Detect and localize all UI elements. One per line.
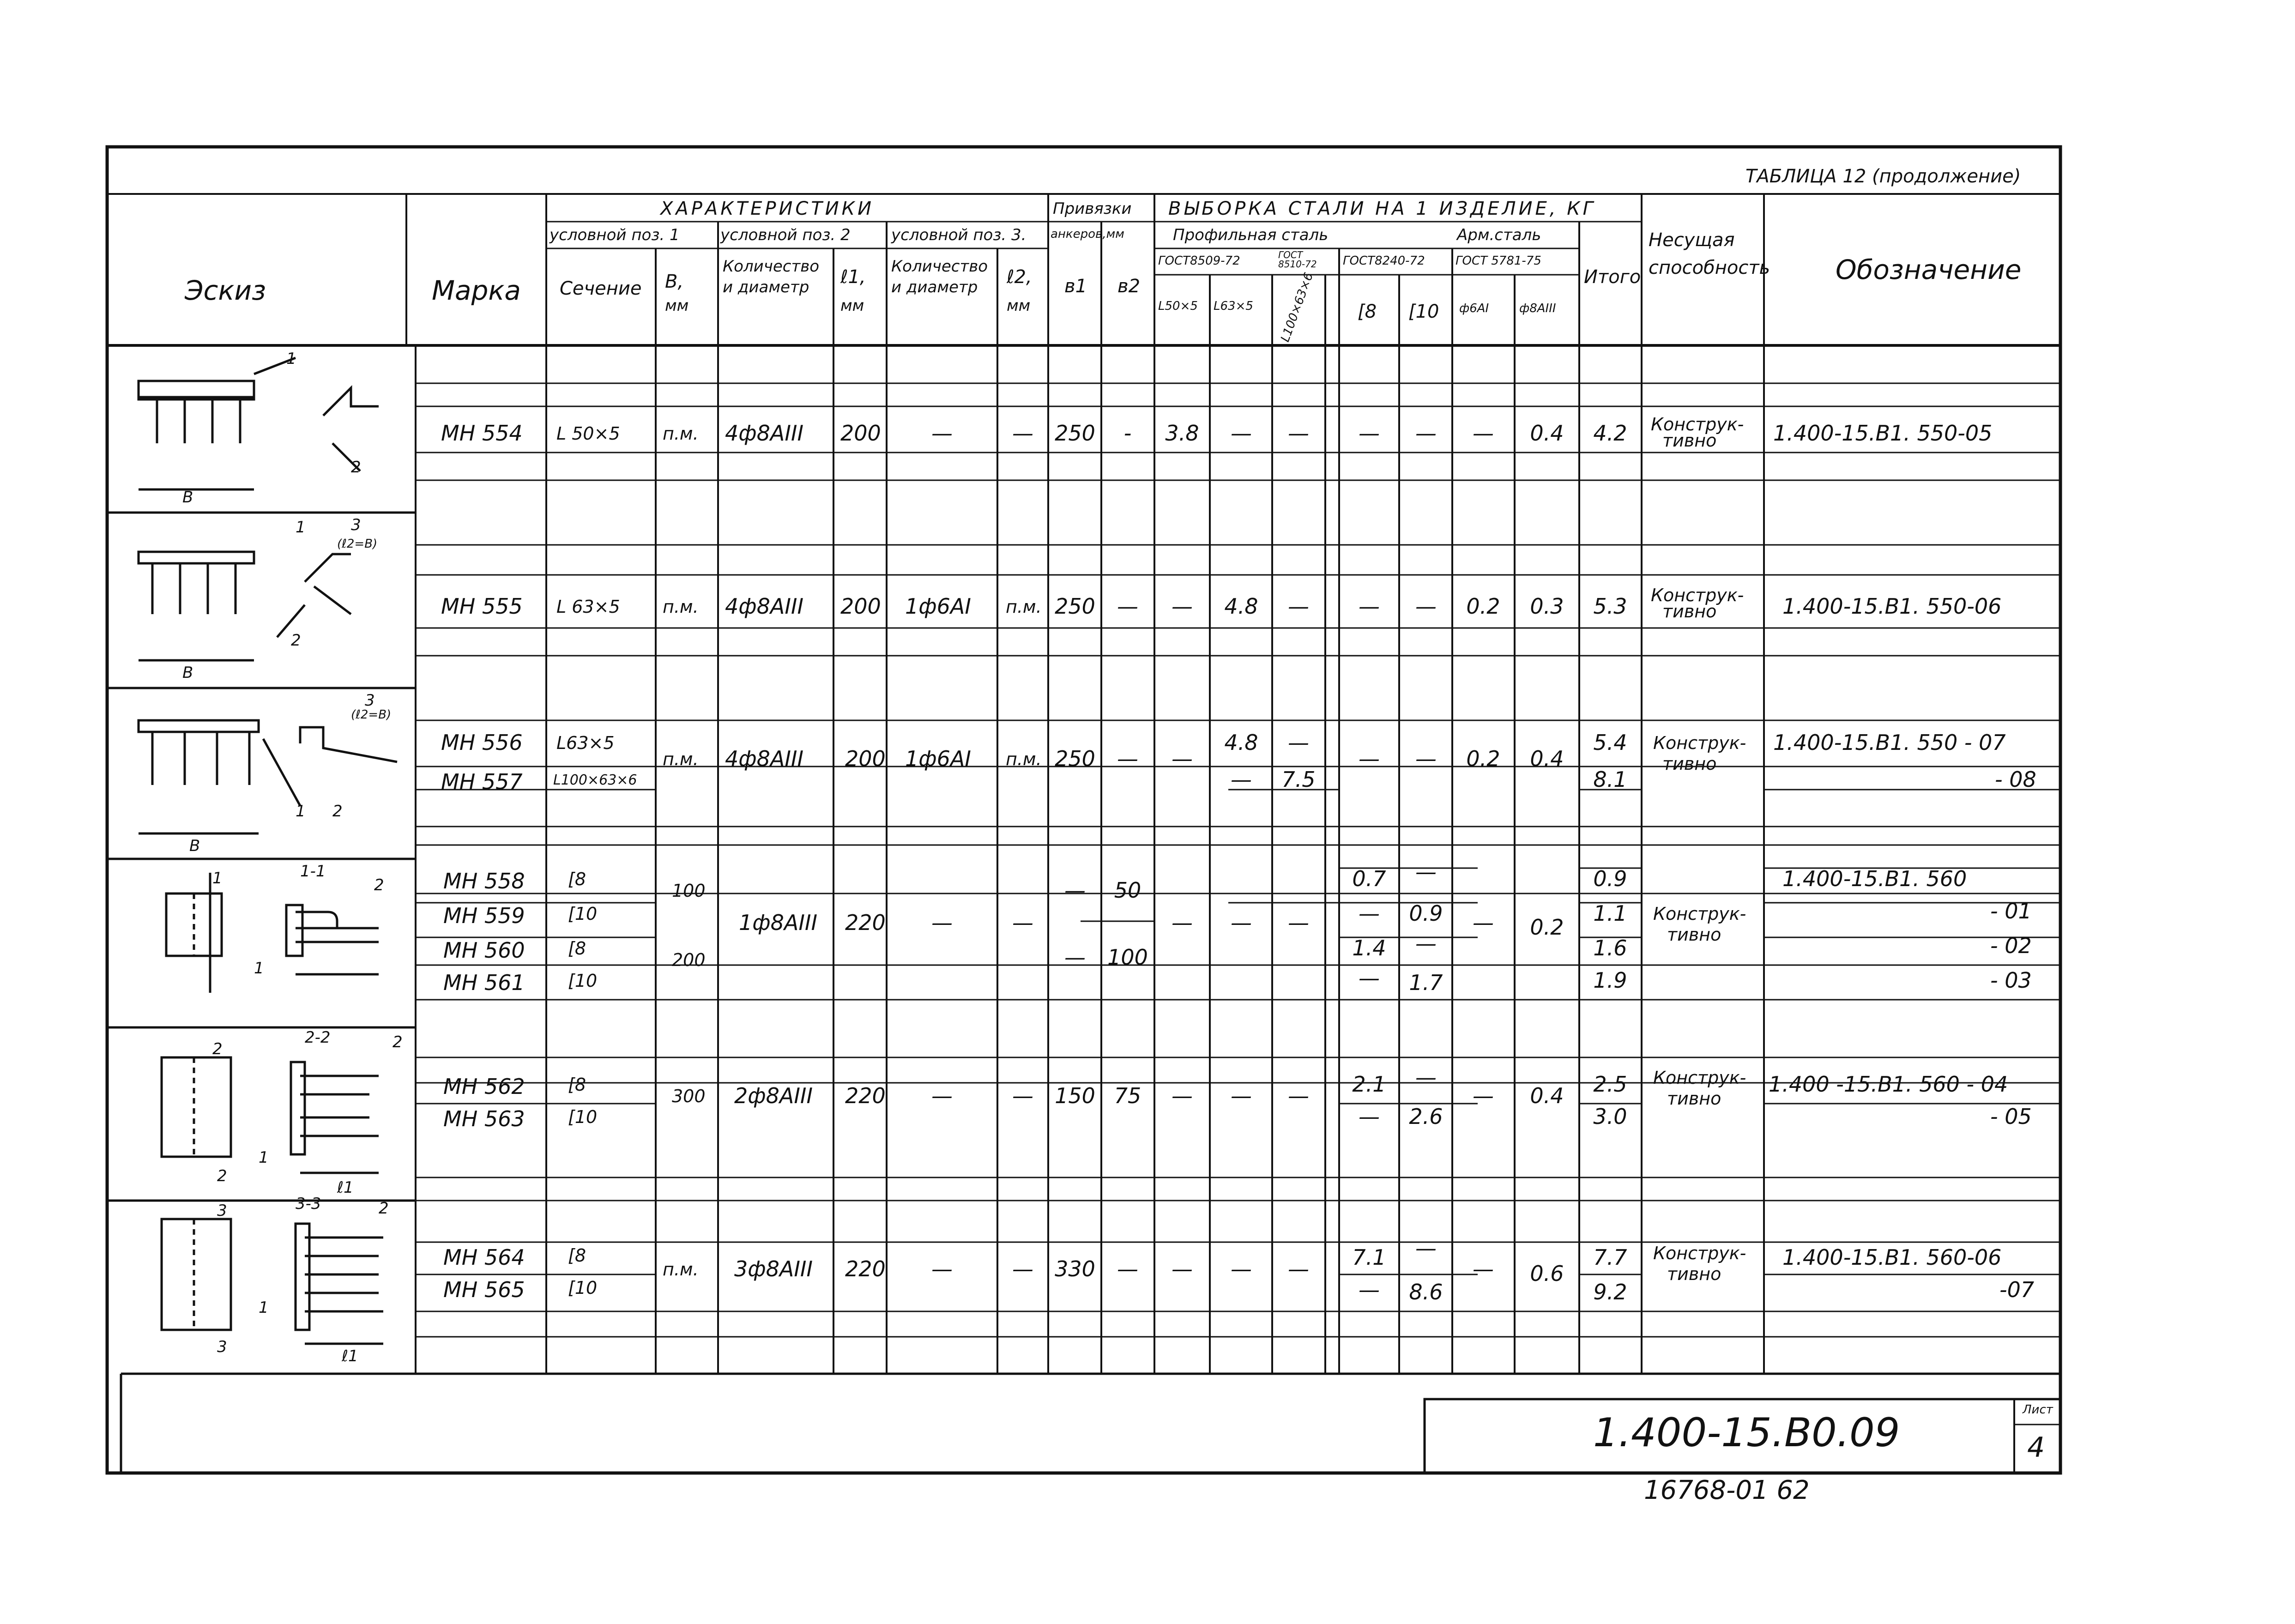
- cell-L50: —: [1172, 1083, 1193, 1108]
- cell-total: 7.7: [1593, 1245, 1627, 1270]
- cell-mark: МН 556: [441, 730, 523, 755]
- cell-b2: -: [1123, 421, 1132, 446]
- cell-b1: 150: [1055, 1083, 1095, 1108]
- table-title: ТАБЛИЦА 12 (продолжение): [1745, 166, 2021, 187]
- sketch-label: 1: [296, 802, 306, 821]
- cell-designation: -07: [1999, 1277, 2035, 1302]
- cell-capacity1: Конструк-: [1653, 904, 1746, 924]
- cell-capacity2: тивно: [1662, 430, 1717, 451]
- cell-L63: —: [1231, 910, 1252, 935]
- cell-total: 2.5: [1593, 1072, 1627, 1097]
- header-b-unit: мм: [665, 296, 689, 315]
- cell-l2: —: [1012, 910, 1033, 935]
- cell-l2: п.м.: [1006, 749, 1042, 769]
- cell-c8: 1.4: [1352, 936, 1386, 960]
- footer-note: 16768-01 62: [1644, 1475, 1810, 1505]
- cell-L63: 4.8: [1224, 730, 1258, 755]
- cell-capacity2: тивно: [1662, 754, 1717, 774]
- cell-section: [8: [568, 938, 586, 959]
- cell-l1: 220: [845, 1256, 886, 1281]
- cell-l2: —: [1012, 1256, 1033, 1281]
- cell-l1: 200: [840, 421, 881, 446]
- cell-l2: —: [1012, 421, 1033, 446]
- header-c8: [8: [1358, 301, 1377, 322]
- header-f8AIII: ф8АIII: [1519, 302, 1556, 315]
- sketch-mn554: [139, 358, 379, 489]
- header-L100x63x6: L100×63×6: [1278, 271, 1317, 344]
- cell-designation: - 03: [1990, 968, 2032, 993]
- header-gost8240: ГОСТ8240-72: [1343, 254, 1425, 268]
- cell-section: [8: [568, 1245, 586, 1266]
- sketch-label: (ℓ2=В): [351, 708, 392, 722]
- cell-c10: —: [1415, 594, 1437, 619]
- cell-designation: - 02: [1990, 933, 2032, 958]
- cell-total: 1.1: [1593, 901, 1627, 926]
- sketch-label: 2: [212, 1040, 223, 1058]
- cell-c8: —: [1359, 966, 1380, 990]
- cell-section: [10: [568, 1278, 598, 1298]
- header-designation: Обозначение: [1836, 254, 2022, 285]
- cell-c10: 2.6: [1409, 1104, 1443, 1129]
- cell-capacity1: Конструк-: [1653, 1068, 1746, 1088]
- sketch-label: 3: [351, 516, 361, 534]
- header-mark: Марка: [432, 275, 521, 306]
- cell-f8: 0.4: [1530, 1083, 1564, 1108]
- header-sketch: Эскиз: [185, 275, 266, 306]
- cell-designation: - 08: [1995, 767, 2036, 792]
- header-qty1: Количество: [723, 257, 820, 276]
- cell-mark: МН 562: [443, 1074, 525, 1099]
- cell-section: [10: [568, 904, 598, 924]
- header-l1: ℓ1,: [840, 266, 866, 288]
- header-gost8509: ГОСТ8509-72: [1158, 254, 1240, 268]
- header-pos1: условной поз. 1: [550, 226, 680, 244]
- header-pos3: условной поз. 3.: [891, 226, 1027, 244]
- sketch-label: (ℓ2=В): [337, 537, 378, 551]
- cell-designation: - 05: [1990, 1104, 2032, 1129]
- cell-designation: 1.400-15.В1. 560: [1782, 866, 1967, 891]
- cell-L100: —: [1288, 730, 1309, 755]
- cell-mark: МН 564: [443, 1245, 525, 1270]
- cell-f8: 0.4: [1530, 421, 1564, 446]
- header-b1: в1: [1064, 276, 1087, 297]
- cell-capacity1: Конструк-: [1653, 1243, 1746, 1263]
- sketch-label: 1: [254, 959, 264, 978]
- header-gost8510: ГОСТ 8510-72: [1278, 249, 1317, 270]
- cell-designation: - 01: [1990, 899, 2032, 924]
- header-b: B,: [665, 271, 684, 292]
- cell-designation: 1.400 -15.В1. 560 - 04: [1769, 1072, 2008, 1097]
- header-b2: в2: [1117, 276, 1141, 297]
- sketch-label: 2: [351, 458, 361, 477]
- cell-L100: —: [1288, 1256, 1309, 1281]
- cell-b1: 330: [1055, 1256, 1095, 1281]
- cell-c10: 1.7: [1409, 970, 1443, 995]
- cell-c8: 7.1: [1352, 1245, 1386, 1270]
- cell-L50: —: [1172, 910, 1193, 935]
- cell-L63: —: [1231, 421, 1252, 446]
- sheet-number: 4: [2027, 1431, 2045, 1464]
- cell-c10: —: [1415, 1236, 1437, 1261]
- cell-b1: 250: [1055, 594, 1095, 619]
- cell-f6: —: [1473, 1256, 1494, 1281]
- cell-qty2: 1ф6АI: [905, 746, 971, 771]
- cell-c8: —: [1359, 746, 1380, 771]
- sketch-label: 2: [291, 631, 301, 650]
- sketch-label: В: [189, 837, 200, 855]
- cell-capacity1: Конструк-: [1653, 733, 1746, 753]
- cell-qty1: 4ф8АIII: [725, 746, 804, 771]
- cell-mark: МН 561: [443, 970, 525, 995]
- cell-section: [10: [568, 971, 598, 991]
- cell-section: L63×5: [556, 733, 615, 753]
- sketch-label: 3: [217, 1201, 227, 1220]
- cell-L63: —: [1231, 767, 1252, 792]
- header-anchor-ties: Привязки: [1053, 199, 1132, 218]
- cell-f6: —: [1473, 910, 1494, 935]
- header-capacity2: способность: [1649, 257, 1770, 278]
- cell-b1: 250: [1055, 421, 1095, 446]
- header-characteristics: ХАРАКТЕРИСТИКИ: [660, 198, 875, 219]
- cell-mark: МН 565: [443, 1277, 525, 1302]
- cell-f6: —: [1473, 1083, 1494, 1108]
- sketch-label: 3: [365, 691, 375, 710]
- cell-capacity2: тивно: [1667, 924, 1721, 945]
- sketch-label: В: [182, 488, 193, 507]
- cell-c8: —: [1359, 1277, 1380, 1302]
- cell-total: 1.9: [1593, 968, 1627, 993]
- cell-section: L100×63×6: [553, 772, 637, 788]
- cell-total: 0.9: [1593, 866, 1627, 891]
- cell-mark: МН 554: [441, 421, 523, 446]
- cell-l1: 200: [840, 594, 881, 619]
- cell-capacity2: тивно: [1662, 601, 1717, 622]
- cell-total: 1.6: [1593, 936, 1627, 960]
- sketch-mn564: [162, 1219, 383, 1344]
- cell-b: 200: [672, 950, 706, 970]
- cell-qty2: —: [931, 1256, 953, 1281]
- cell-L63: —: [1231, 1256, 1252, 1281]
- header-diam2: и диаметр: [891, 278, 978, 296]
- cell-b1: —: [1064, 878, 1086, 903]
- cell-l1: 200: [845, 746, 886, 771]
- cell-capacity2: тивно: [1667, 1088, 1721, 1109]
- cell-total: 5.3: [1593, 594, 1627, 619]
- cell-c8: —: [1359, 594, 1380, 619]
- cell-mark: МН 560: [443, 938, 525, 963]
- cell-total: 9.2: [1593, 1280, 1627, 1304]
- cell-f6: 0.2: [1466, 746, 1500, 771]
- cell-designation: 1.400-15.В1. 550 - 07: [1773, 730, 2006, 755]
- cell-total: 8.1: [1593, 767, 1627, 792]
- document-code: 1.400-15.В0.09: [1593, 1410, 1900, 1456]
- cell-section: [8: [568, 1075, 586, 1095]
- cell-b: п.м.: [663, 597, 699, 617]
- cell-l2: п.м.: [1006, 597, 1042, 617]
- cell-l2: —: [1012, 1083, 1033, 1108]
- sketch-label: 2: [217, 1167, 227, 1185]
- cell-b1: —: [1064, 945, 1086, 970]
- header-capacity1: Несущая: [1649, 229, 1735, 251]
- sketch-mn562: [162, 1057, 379, 1173]
- header-section: Сечение: [560, 278, 642, 299]
- cell-qty2: —: [931, 1083, 953, 1108]
- sketch-mn556: [139, 720, 397, 833]
- cell-capacity1: Конструк-: [1651, 414, 1744, 435]
- cell-b: п.м.: [663, 749, 699, 769]
- header-L63x5: L63×5: [1214, 299, 1253, 313]
- cell-qty2: —: [931, 910, 953, 935]
- sketch-label: ℓ1: [337, 1178, 354, 1197]
- header-f6AI: ф6АI: [1459, 302, 1489, 315]
- header-rebar-steel: Арм.сталь: [1457, 226, 1541, 244]
- sketch-label: 2: [374, 876, 384, 894]
- sketch-label: В: [182, 664, 193, 682]
- sketch-label: 2-2: [305, 1028, 331, 1047]
- sketch-label: 1: [296, 518, 306, 537]
- cell-mark: МН 563: [443, 1106, 525, 1131]
- cell-section: L 63×5: [556, 597, 620, 617]
- sketch-label: 1: [212, 869, 223, 887]
- header-pos2: условной поз. 2: [720, 226, 851, 244]
- cell-mark: МН 557: [441, 769, 523, 794]
- header-qty2: Количество: [891, 257, 988, 276]
- cell-c8: 0.7: [1352, 866, 1386, 891]
- header-anchor-ties2: анкеров,мм: [1051, 227, 1124, 241]
- cell-capacity2: тивно: [1667, 1264, 1721, 1284]
- sketch-label: ℓ1: [342, 1347, 358, 1365]
- cell-c10: 8.6: [1409, 1280, 1443, 1304]
- cell-b2: 75: [1114, 1083, 1141, 1108]
- cell-c10: —: [1415, 746, 1437, 771]
- cell-L63: —: [1231, 1083, 1252, 1108]
- cell-L50: —: [1172, 1256, 1193, 1281]
- cell-c8: —: [1359, 421, 1380, 446]
- sketch-label: 1: [259, 1298, 269, 1317]
- header-gost5781: ГОСТ 5781-75: [1456, 254, 1541, 268]
- cell-L100: —: [1288, 1083, 1309, 1108]
- cell-mark: МН 558: [443, 869, 525, 894]
- header-L50x5: L50×5: [1158, 299, 1198, 313]
- sketch-label: 1-1: [300, 862, 326, 881]
- cell-c10: —: [1415, 859, 1437, 884]
- cell-b: 300: [672, 1086, 706, 1106]
- cell-total: 3.0: [1593, 1104, 1627, 1129]
- cell-f8: 0.2: [1530, 915, 1564, 940]
- cell-L100: —: [1288, 910, 1309, 935]
- cell-c8: —: [1359, 901, 1380, 926]
- cell-section: [8: [568, 869, 586, 889]
- sketch-label: 1: [259, 1148, 269, 1167]
- sketch-label: 2: [393, 1033, 403, 1051]
- cell-total: 4.2: [1593, 421, 1627, 446]
- sketch-label: 2: [379, 1199, 389, 1218]
- cell-total: 5.4: [1593, 730, 1627, 755]
- cell-b1: 250: [1055, 746, 1095, 771]
- cell-capacity1: Конструк-: [1651, 585, 1744, 605]
- cell-qty1: 4ф8АIII: [725, 421, 804, 446]
- cell-section: [10: [568, 1107, 598, 1127]
- cell-b2: —: [1117, 594, 1138, 619]
- cell-mark: МН 555: [441, 594, 523, 619]
- header-steel-sample: ВЫБОРКА СТАЛИ НА 1 ИЗДЕЛИЕ, КГ: [1168, 198, 1596, 219]
- cell-f8: 0.6: [1530, 1261, 1564, 1286]
- cell-f8: 0.4: [1530, 746, 1564, 771]
- cell-qty1: 3ф8АIII: [734, 1256, 813, 1281]
- cell-b: п.м.: [663, 423, 699, 444]
- cell-L50: —: [1172, 594, 1193, 619]
- cell-b: 100: [672, 881, 706, 901]
- cell-c8: 2.1: [1352, 1072, 1386, 1097]
- sketch-label: 1: [286, 350, 296, 368]
- header-diam1: и диаметр: [723, 278, 809, 296]
- cell-L100: —: [1288, 421, 1309, 446]
- cell-L100: 7.5: [1281, 767, 1316, 792]
- cell-c8: —: [1359, 1104, 1380, 1129]
- header-total: Итого: [1584, 266, 1641, 288]
- cell-b2: —: [1117, 746, 1138, 771]
- cell-qty2: —: [931, 421, 953, 446]
- sketch-mn558: [166, 873, 379, 993]
- cell-c10: —: [1415, 421, 1437, 446]
- cell-qty1: 2ф8АIII: [734, 1083, 813, 1108]
- cell-section: L 50×5: [556, 423, 620, 444]
- cell-b2: 100: [1107, 945, 1148, 970]
- cell-c10: 0.9: [1409, 901, 1443, 926]
- cell-f6: —: [1473, 421, 1494, 446]
- cell-c10: —: [1415, 1065, 1437, 1090]
- cell-qty1: 1ф8АIII: [739, 910, 818, 935]
- cell-qty1: 4ф8АIII: [725, 594, 804, 619]
- sketch-mn555: [139, 552, 351, 660]
- cell-mark: МН 559: [443, 903, 525, 928]
- header-l2-unit: мм: [1007, 296, 1031, 315]
- cell-b2: —: [1117, 1256, 1138, 1281]
- header-c10: [10: [1408, 301, 1439, 322]
- sketch-label: 3-3: [296, 1195, 321, 1213]
- cell-b: п.м.: [663, 1259, 699, 1280]
- cell-f6: 0.2: [1466, 594, 1500, 619]
- cell-designation: 1.400-15.В1. 560-06: [1782, 1245, 2002, 1270]
- cell-L100: —: [1288, 594, 1309, 619]
- header-profile-steel: Профильная сталь: [1173, 226, 1329, 244]
- sketch-label: 3: [217, 1338, 227, 1356]
- cell-l1: 220: [845, 1083, 886, 1108]
- cell-f8: 0.3: [1530, 594, 1564, 619]
- header-l2: ℓ2,: [1007, 266, 1032, 288]
- sheet-label: Лист: [2023, 1403, 2053, 1417]
- cell-l1: 220: [845, 910, 886, 935]
- cell-L50: 3.8: [1165, 421, 1199, 446]
- cell-L63: 4.8: [1224, 594, 1258, 619]
- header-l1-unit: мм: [840, 296, 864, 315]
- sketch-label: 2: [332, 802, 343, 821]
- cell-L50: —: [1172, 746, 1193, 771]
- cell-b2: 50: [1114, 878, 1141, 903]
- cell-designation: 1.400-15.В1. 550-06: [1782, 594, 2002, 619]
- cell-designation: 1.400-15.В1. 550-05: [1773, 421, 1993, 446]
- cell-qty2: 1ф6АI: [905, 594, 971, 619]
- cell-c10: —: [1415, 931, 1437, 956]
